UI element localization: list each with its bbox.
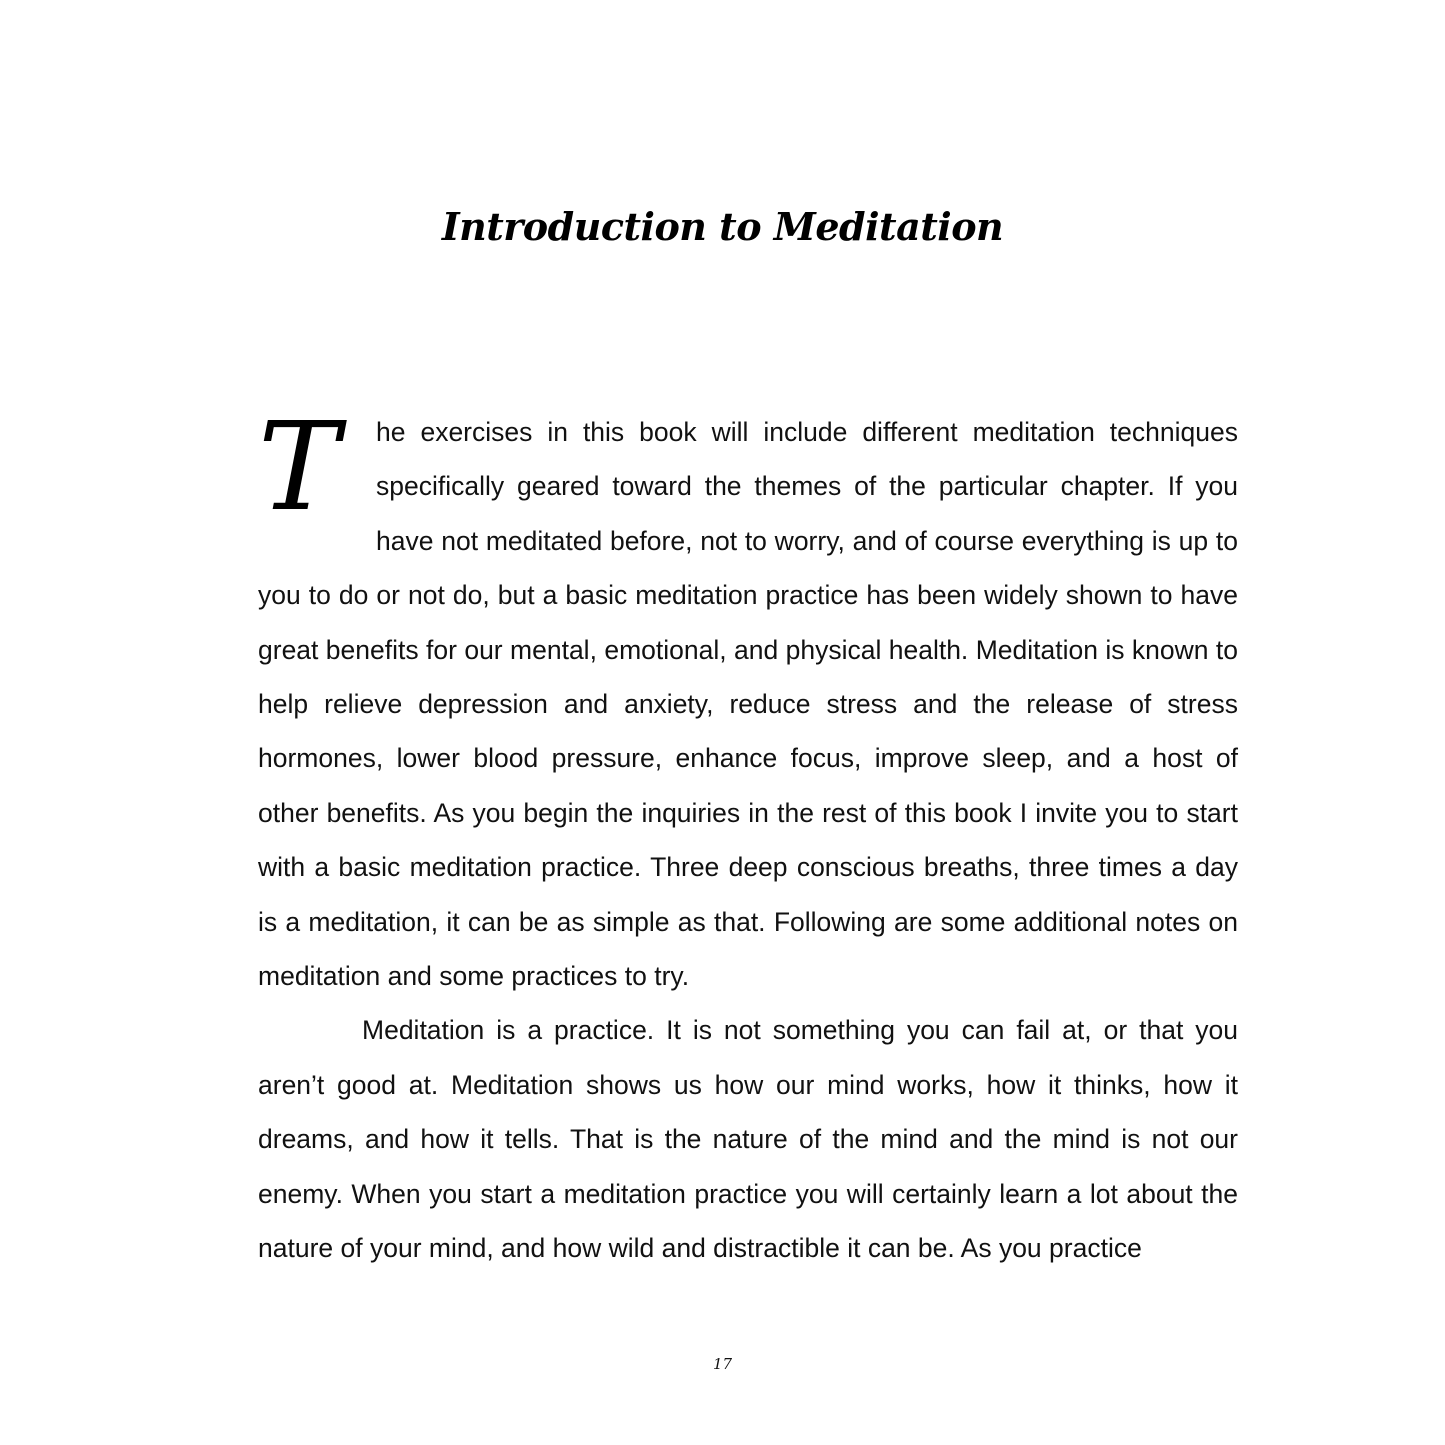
drop-cap: T [258,396,340,538]
paragraph-intro-text: he exercises in this book will include different meditation techniques specifically geared toward the themes of the particular chapter. If you have not meditated before, not to worry, and of course everything is up to you to do or not do, but a basic meditation practice has been widely shown to have great benefits for our mental, emotional, and physical health. Meditation is known to help relieve depression and anxiety, reduce stress and the release of stress hormones, lower blood pressure, enhance focus, improve sleep, and a host of other benefits. As you begin the inquiries in the rest of this book I invite you to start with a basic meditation practice. Three deep conscious breaths, three times a day is a meditation, it can be as simple as that. Following are some additional notes on meditation and some practices to try. [258,417,1238,992]
page-title: Introduction to Meditation [441,204,1004,250]
body-text [258,396,1238,1276]
paragraph-practice: Meditation is a practice. It is not something you can fail at, or that you aren’t good at. Meditation shows us how our mind works, how it thinks, how it dreams, and how it tells. That is the nature of the mind and the mind is not our enemy. When you start a meditation practice you will certainly learn a lot about the nature of your mind, and how wild and distractible it can be. As you practice [258,1015,1238,1264]
paragraph-intro [258,396,1238,1003]
page-number: 17 [712,1355,733,1373]
